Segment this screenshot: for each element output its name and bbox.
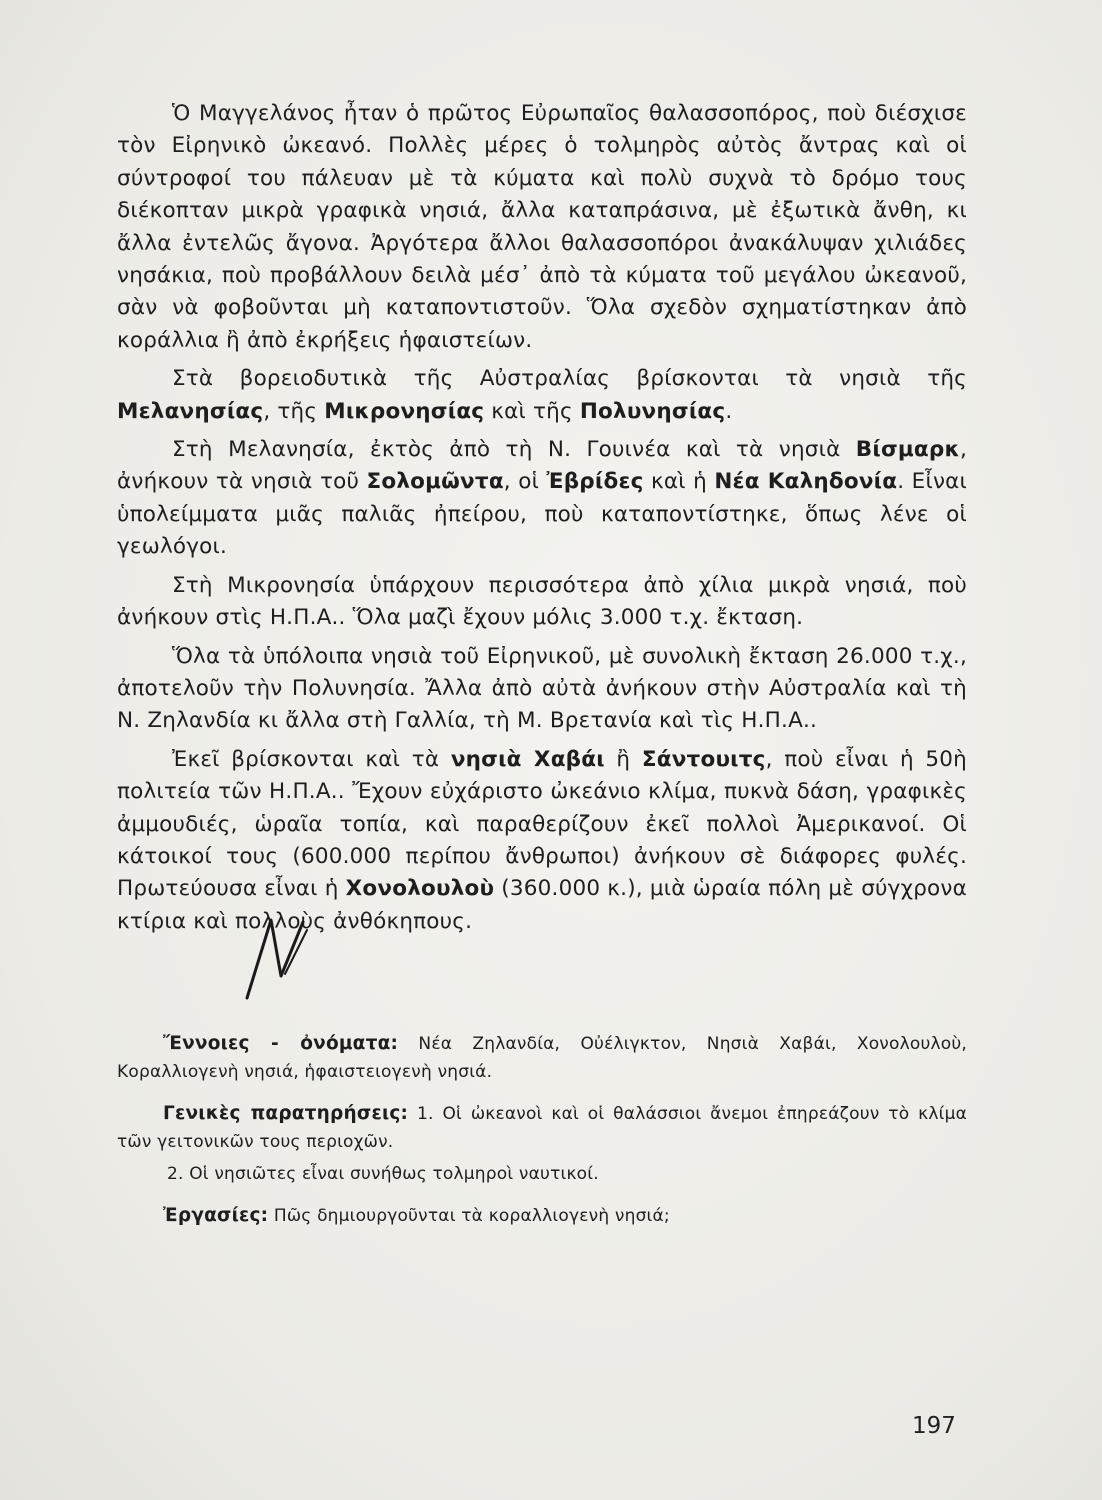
term-hawaii: νησιὰ Χαβάι [450, 746, 605, 772]
paragraph-micronesia: Στὴ Μικρονησία ὑπάρχουν περισσότερα ἀπὸ χίλια μικρὰ νησιά, ποὺ ἀνήκουν στὶς Η.Π.Α.. Ὅλα μαζὶ ἔχουν μόλις 3.000 τ.χ. ἔκταση. [117, 572, 967, 631]
text-block [117, 98, 967, 1244]
text-span: . Εἶναι ὑπολείμματα μιᾶς παλιᾶς ἠπείρου, ποὺ καταποντίστηκε, ὅπως λένε οἱ γεωλόγοι. [117, 469, 967, 560]
note-observations [117, 1100, 967, 1156]
text-span: καὶ τῆς [484, 398, 580, 424]
text-span: ἢ [604, 746, 642, 772]
term-new-caledonia: Νέα Καληδονία [714, 469, 898, 495]
text-span: , οἱ [503, 469, 547, 495]
term-sandwich: Σάντουιτς [641, 746, 766, 772]
paragraph-melanesia [117, 434, 967, 564]
note-tasks [117, 1202, 967, 1230]
text-span: , ἀνήκουν τὰ νησιὰ τοῦ [117, 437, 967, 495]
text-span: . [725, 398, 733, 424]
handwritten-signature-mark [117, 944, 967, 1004]
note-text-observation-1: 1. Οἱ ὠκεανοὶ καὶ οἱ θαλάσσιοι ἄνεμοι ἐπηρεάζουν τὸ κλίμα τῶν γειτονικῶν τους περιοχῶν. [117, 1104, 967, 1153]
signature-icon [241, 914, 311, 1004]
text-span: , ποὺ εἶναι ἡ 50ὴ πολιτεία τῶν Η.Π.Α.. Ἔχουν εὐχάριστο ὠκεάνιο κλίμα, πυκνὰ δάση, γραφικὲς ἀμμουδιές, ὡραῖα τοπία, καὶ παραθερίζουν ἐκεῖ πολλοὶ Ἀμερικανοί. Οἱ κάτοικοί τους (600.000 περίπου ἄνθρωποι) ἀνήκουν σὲ διάφορες φυλές. Πρωτεύουσα εἶναι ἡ [117, 746, 967, 902]
note-concepts [117, 1030, 967, 1086]
note-text-concepts: Νέα Ζηλανδία, Οὐέλιγκτον, Νησιὰ Χαβάι, Χονολουλοὺ, Κοραλλιογενὴ νησιά, ἡφαιστειογενὴ νησιά. [117, 1034, 967, 1083]
note-label-concepts: Ἔννοιες - ὀνόματα: [163, 1033, 399, 1055]
note-label-observations: Γενικὲς παρατηρήσεις: [163, 1103, 409, 1125]
text-span: , τῆς [263, 398, 325, 424]
term-polynesia: Πολυνησίας [579, 398, 726, 424]
term-melanesia: Μελανησίας [117, 398, 264, 424]
text-span: Ἐκεῖ βρίσκονται καὶ τὰ [172, 746, 451, 772]
text-span: καὶ ἡ [643, 469, 715, 495]
paragraph-polynesia: Ὅλα τὰ ὑπόλοιπα νησιὰ τοῦ Εἰρηνικοῦ, μὲ συνολικὴ ἔκταση 26.000 τ.χ., ἀποτελοῦν τὴν Πολυνησία. Ἄλλα ἀπὸ αὐτὰ ἀνήκουν στὴν Αὐστραλία καὶ τὴ Ν. Ζηλανδία κι ἄλλα στὴ Γαλλία, τὴ Μ. Βρετανία καὶ τὶς Η.Π.Α.. [117, 643, 967, 734]
page-number: 197 [912, 1413, 956, 1439]
term-honolulu: Χονολουλοὺ [345, 876, 495, 902]
note-text-tasks: Πῶς δημιουργοῦνται τὰ κοραλλιογενὴ νησιά; [268, 1206, 670, 1227]
term-hebrides: Ἐβρίδες [546, 469, 644, 495]
text-span: (360.000 κ.), μιὰ ὡραία πόλη μὲ σύγχρονα κτίρια καὶ πολλοὺς ἀνθόκηπους. [117, 876, 967, 934]
paragraph-hawaii [117, 744, 967, 938]
term-bismarck: Βίσμαρκ [855, 437, 960, 463]
term-solomon: Σολομῶντα [366, 469, 504, 495]
text-span: Στὰ βορειοδυτικὰ τῆς Αὐστραλίας βρίσκονται τὰ νησιὰ τῆς [172, 366, 967, 392]
paragraph-magellan: Ὁ Μαγγελάνος ἦταν ὁ πρῶτος Εὐρωπαῖος θαλασσοπόρος, ποὺ διέσχισε τὸν Εἰρηνικὸ ὠκεανό. Πολλὲς μέρες ὁ τολμηρὸς αὐτὸς ἄντρας καὶ οἱ σύντροφοί του πάλευαν μὲ τὰ κύματα καὶ πολὺ συχνὰ τὸ δρόμο τους διέκοπταν μικρὰ γραφικὰ νησιά, ἄλλα καταπράσινα, μὲ ἐξωτικὰ ἄνθη, κι ἄλλα ἐντελῶς ἄγονα. Ἀργότερα ἄλλοι θαλασσοπόροι ἀνακάλυψαν χιλιάδες νησάκια, ποὺ προβάλλουν δειλὰ μέσ᾽ ἀπὸ τὰ κύματα τοῦ μεγάλου ὠκεανοῦ, σὰν νὰ φοβοῦνται μὴ καταποντιστοῦν. Ὅλα σχεδὸν σχηματίστηκαν ἀπὸ κοράλλια ἢ ἀπὸ ἐκρήξεις ἡφαιστείων. [117, 101, 967, 353]
note-observation-2: 2. Οἱ νησιῶτες εἶναι συνήθως τολμηροὶ ναυτικοί. [167, 1164, 599, 1185]
note-label-tasks: Ἐργασίες: [163, 1205, 269, 1227]
text-span: Στὴ Μελανησία, ἐκτὸς ἀπὸ τὴ Ν. Γουινέα καὶ τὰ νησιὰ [172, 437, 856, 463]
term-micronesia: Μικρονησίας [324, 398, 485, 424]
paragraph-island-groups [117, 363, 967, 428]
